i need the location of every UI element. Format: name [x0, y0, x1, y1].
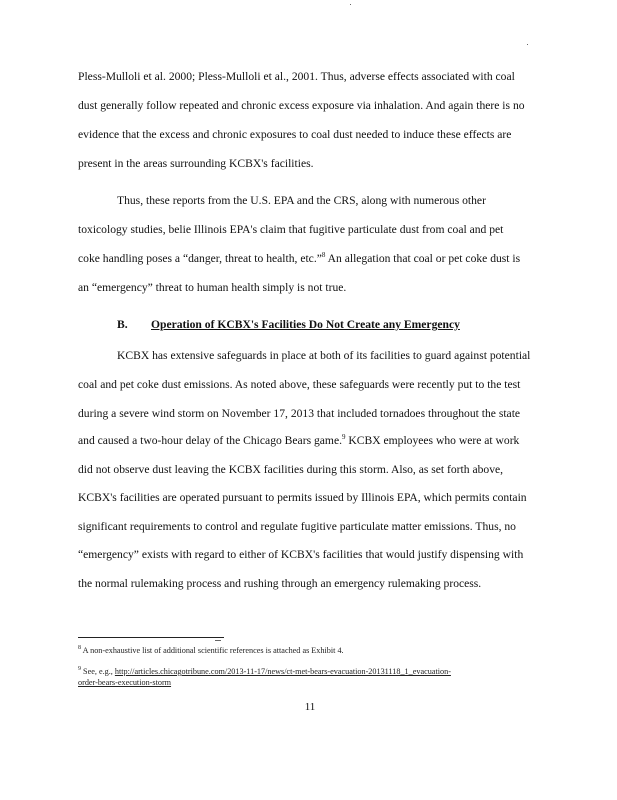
body-line: KCBX's facilities are operated pursuant to permits issued by Illinois EPA, which permits contain: [78, 491, 527, 504]
body-line: significant requirements to control and regulate fugitive particulate matter emissions. Thus, no: [78, 520, 516, 533]
body-line: toxicology studies, belie Illinois EPA's claim that fugitive particulate dust from coal and pet: [78, 223, 504, 236]
section-letter: B.: [117, 318, 128, 331]
footnote-9: [78, 666, 548, 688]
footnote-url[interactable]: http://articles.chicagotribune.com/2013-11-17/news/ct-met-bears-evacuation-20131118_1_evacuation-: [114, 667, 451, 676]
scan-speck: [215, 640, 221, 641]
body-line: dust generally follow repeated and chronic excess exposure via inhalation. And again there is no: [78, 99, 525, 112]
body-line: during a severe wind storm on November 17, 2013 that included tornadoes throughout the state: [78, 407, 521, 420]
section-title: Operation of KCBX's Facilities Do Not Create any Emergency: [151, 318, 460, 331]
body-line: [78, 253, 548, 265]
scan-speck: [350, 4, 351, 5]
body-text: KCBX employees who were at work: [345, 434, 520, 447]
footnote-mark: 9: [78, 666, 81, 672]
body-line: KCBX has extensive safeguards in place at both of its facilities to guard against potential: [117, 349, 531, 362]
body-text: An allegation that coal or pet coke dust is: [325, 252, 521, 265]
footnote-reference: 9: [341, 433, 346, 441]
body-text: and caused a two-hour delay of the Chicago Bears game.: [78, 434, 342, 447]
body-line: [78, 435, 548, 447]
body-line: present in the areas surrounding KCBX's facilities.: [78, 157, 314, 170]
footnote-mark: 8: [78, 645, 81, 651]
footnote-text: See, e.g.,: [81, 667, 115, 676]
body-line: did not observe dust leaving the KCBX facilities during this storm. Also, as set forth above,: [78, 463, 504, 476]
scan-speck: [527, 44, 528, 45]
body-line: Thus, these reports from the U.S. EPA and the CRS, along with numerous other: [117, 194, 486, 207]
footnote-8: [78, 645, 548, 656]
body-line: an “emergency” threat to human health simply is not true.: [78, 281, 347, 294]
body-line: “emergency” exists with regard to either of KCBX's facilities that would justify dispensing with: [78, 548, 524, 561]
body-text: coke handling poses a “danger, threat to health, etc.”: [78, 252, 322, 265]
body-line: coal and pet coke dust emissions. As noted above, these safeguards were recently put to the test: [78, 378, 521, 391]
page-number: 11: [304, 701, 316, 713]
footnote-divider: [78, 637, 224, 638]
footnote-reference: 8: [321, 251, 326, 259]
body-line: evidence that the excess and chronic exposures to coal dust needed to induce these effects are: [78, 128, 512, 141]
section-heading: [117, 318, 537, 331]
footnote-url[interactable]: order-bears-execution-storm: [78, 678, 172, 687]
body-line: the normal rulemaking process and rushing through an emergency rulemaking process.: [78, 577, 482, 590]
footnote-text: A non-exhaustive list of additional scientific references is attached as Exhibit 4.: [81, 646, 344, 655]
body-line: Pless-Mulloli et al. 2000; Pless-Mulloli et al., 2001. Thus, adverse effects associated with coal: [78, 70, 515, 83]
